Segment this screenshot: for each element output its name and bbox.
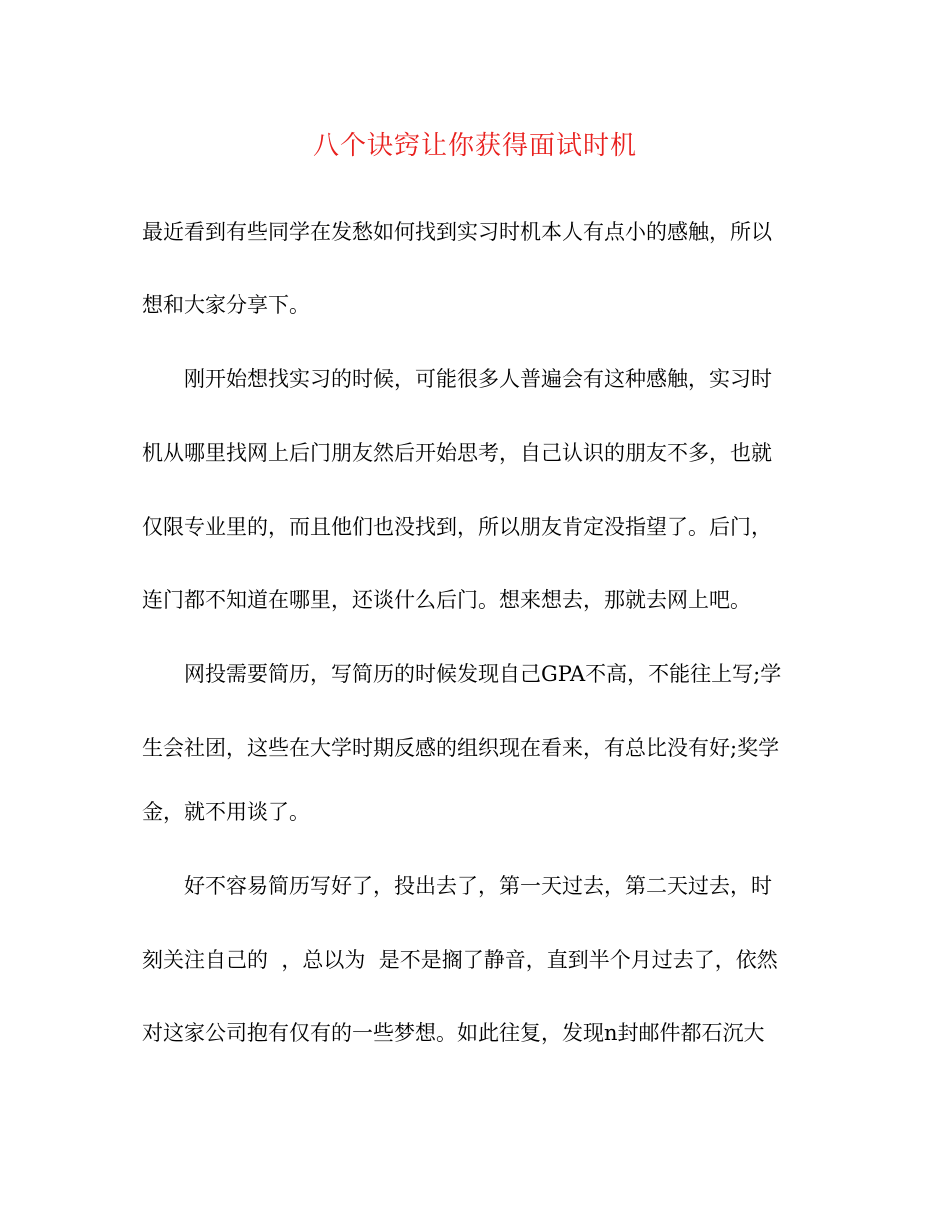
paragraph-line: 想和大家分享下。 — [142, 293, 310, 317]
paragraph-line: 对这家公司抱有仅有的一些梦想。如此往复，发现n封邮件都石沉大 — [142, 1021, 765, 1045]
paragraph-line: 生会社团，这些在大学时期反感的组织现在看来，有总比没有好;奖学 — [142, 736, 780, 760]
paragraph-line: 金，就不用谈了。 — [142, 800, 310, 824]
paragraph-line: 机从哪里找网上后门朋友然后开始思考，自己认识的朋友不多，也就 — [142, 441, 772, 465]
paragraph-line: 刚开始想找实习的时候，可能很多人普遍会有这种感触，实习时 — [184, 367, 772, 391]
paragraph-line: 连门都不知道在哪里，还谈什么后门。想来想去，那就去网上吧。 — [142, 588, 751, 612]
paragraph-line: 刻关注自己的 ，总以为 是不是搁了静音，直到半个月过去了，依然 — [142, 948, 778, 972]
paragraph-line: 好不容易简历写好了，投出去了，第一天过去，第二天过去，时 — [184, 874, 772, 898]
paragraph-line: 网投需要简历，写简历的时候发现自己GPA不高，不能往上写;学 — [184, 662, 782, 686]
document-title: 八个诀窍让你获得面试时机 — [312, 131, 637, 161]
paragraph-line: 仅限专业里的，而且他们也没找到，所以朋友肯定没指望了。后门， — [142, 515, 772, 539]
paragraph-line: 最近看到有些同学在发愁如何找到实习时机本人有点小的感触，所以 — [142, 220, 772, 244]
